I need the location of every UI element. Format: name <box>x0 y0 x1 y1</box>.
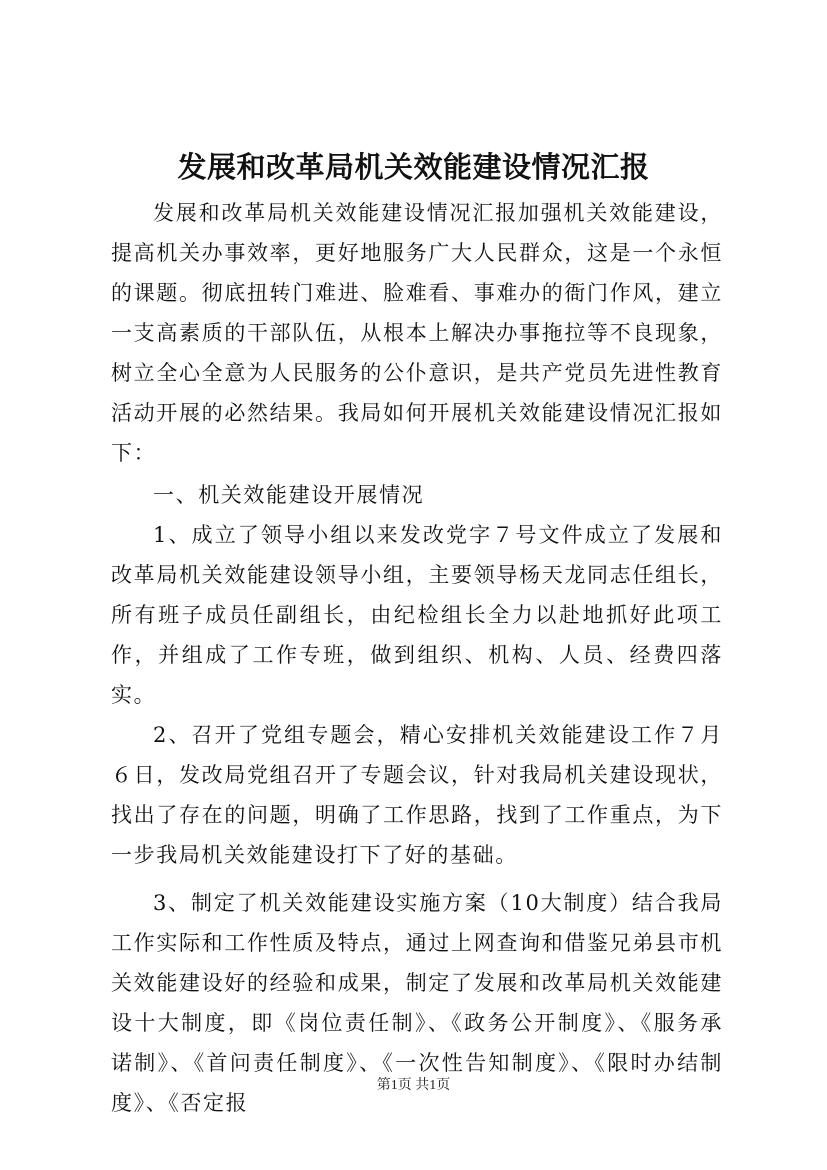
section-heading: 一、机关效能建设开展情况 <box>153 483 425 507</box>
paragraph-item-2: 2、召开了党组专题会，精心安排机关效能建设工作７月６日，发改局党组召开了专题会议，针对我局机关建设现状，找出了存在的问题，明确了工作思路，找到了工作重点，为下一步我局机关效能建设打下了好的基础。 <box>111 723 723 867</box>
paragraph-intro: 发展和改革局机关效能建设情况汇报加强机关效能建设，提高机关办事效率，更好地服务广大人民群众，这是一个永恒的课题。彻底扭转门难进、脸难看、事难办的衙门作风，建立一支高素质的干部队伍，从根本上解决办事拖拉等不良现象，树立全心全意为人民服务的公仆意识，是共产党员先进性教育活动开展的必然结果。我局如何开展机关效能建设情况汇报如下： <box>111 201 723 465</box>
paragraph-item-3: 3、制定了机关效能建设实施方案（10大制度）结合我局工作实际和工作性质及特点，通过上网查询和借鉴兄弟县市机关效能建设好的经验和成果，制定了发展和改革局机关效能建设十大制度，即《岗位责任制》、《政务公开制度》、《服务承诺制》、《首问责任制度》、《一次性告知制度》、《限时办结制度》、《否定报 <box>111 891 723 1115</box>
page-number-footer: 第1页 共1页 <box>376 1078 451 1093</box>
document-body <box>111 193 723 1123</box>
document-title: 发展和改革局机关效能建设情况汇报 <box>177 150 650 184</box>
paragraph-item-1: 1、成立了领导小组以来发改党字７号文件成立了发展和改革局机关效能建设领导小组，主要领导杨天龙同志任组长，所有班子成员任副组长，由纪检组长全力以赴地抓好此项工作，并组成了工作专班，做到组织、机构、人员、经费四落实。 <box>111 523 723 707</box>
